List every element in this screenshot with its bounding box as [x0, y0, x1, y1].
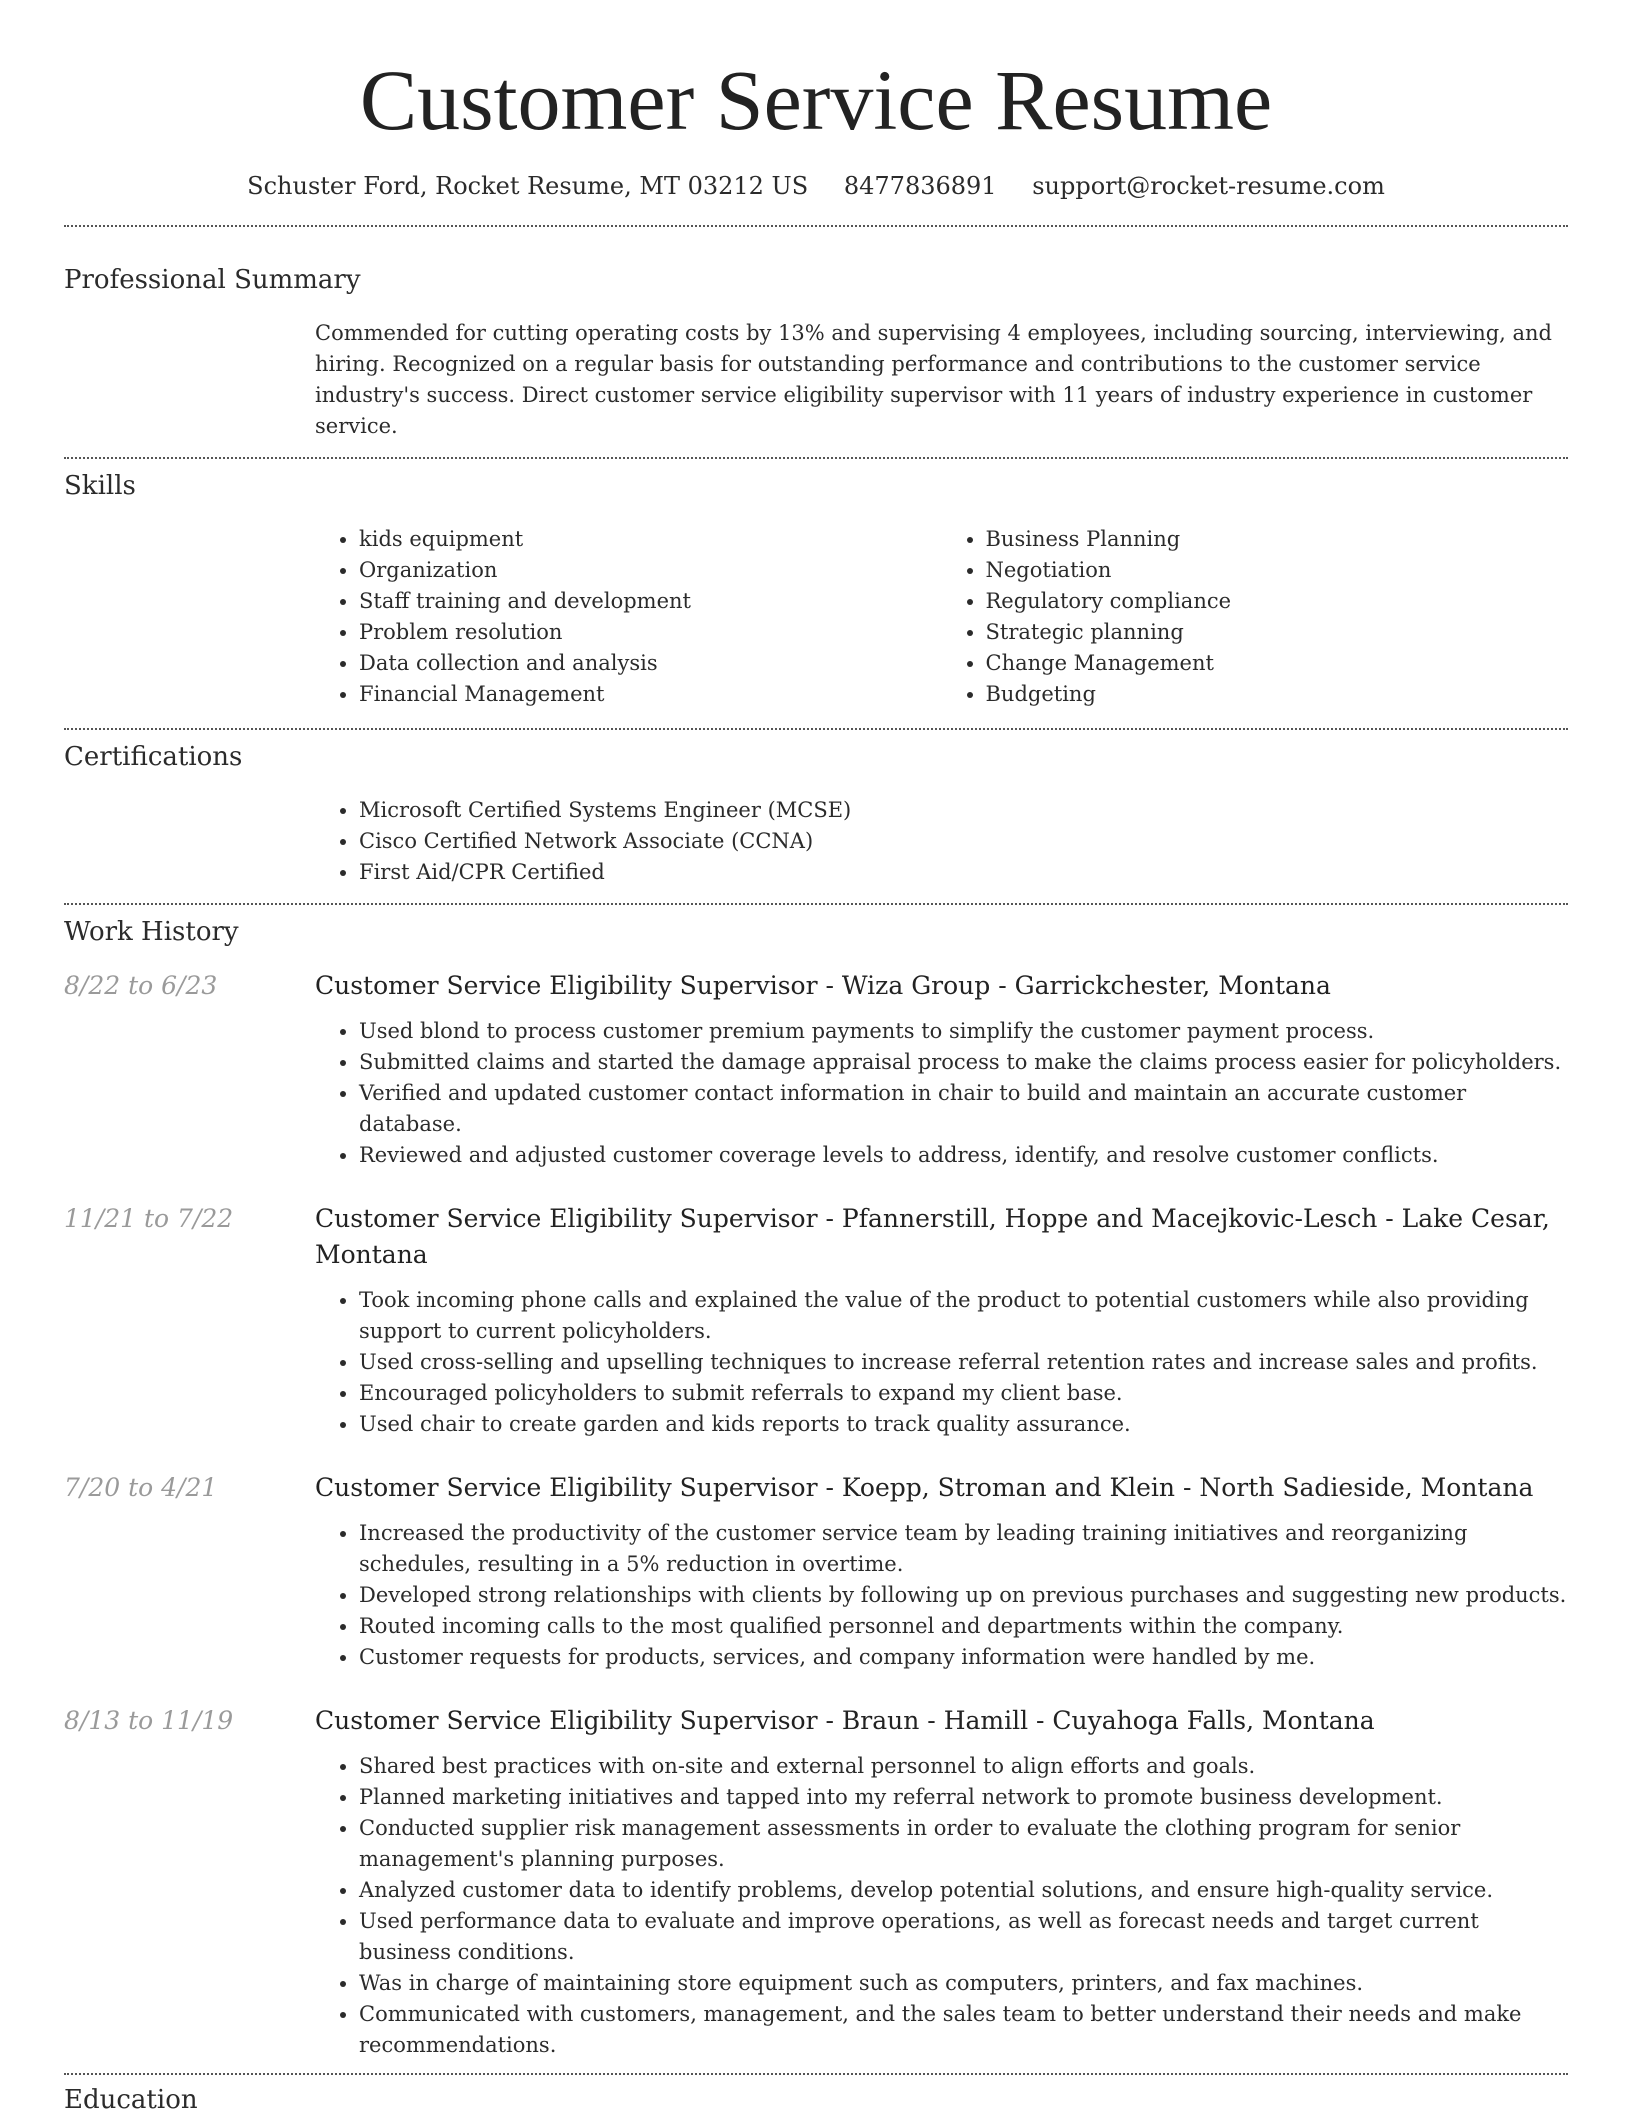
- job-bullet: • Used chair to create garden and kids reports to track quality assurance.: [359, 1409, 1568, 1440]
- job-bullet: • Routed incoming calls to the most qualified personnel and departments within the company.: [359, 1611, 1568, 1642]
- job-bullets: [315, 1751, 1568, 2061]
- job-bullet: • Used cross-selling and upselling techniques to increase referral retention rates and increase sales and profits.: [359, 1347, 1568, 1378]
- job-bullet: • Was in charge of maintaining store equipment such as computers, printers, and fax machines.: [359, 1968, 1568, 1999]
- job-bullet: • Customer requests for products, services, and company information were handled by me.: [359, 1642, 1568, 1673]
- job-bullet: • Submitted claims and started the damage appraisal process to make the claims process easier for policyholders.: [359, 1047, 1568, 1078]
- skill-item: • Organization: [359, 555, 942, 586]
- job-employer: - Koepp, Stroman and Klein - North Sadieside, Montana: [817, 1473, 1534, 1502]
- summary-text: Commended for cutting operating costs by 13% and supervising 4 employees, including sourcing, interviewing, and hiring. Recognized on a regular basis for outstanding performance and contributions to the customer service industry's success. Direct customer service eligibility supervisor with 11 years of industry experience in customer service.: [315, 321, 1553, 438]
- skills-section: [0, 459, 1632, 710]
- job-bullet: • Increased the productivity of the customer service team by leading training initiatives and reorganizing schedules, resulting in a 5% reduction in overtime.: [359, 1518, 1568, 1580]
- job-entry: [64, 1703, 1568, 2061]
- contact-address: Schuster Ford, Rocket Resume, MT 03212 US: [247, 172, 809, 200]
- job-role: Customer Service Eligibility Supervisor: [315, 1473, 818, 1502]
- summary-section: [0, 227, 1632, 442]
- job-dates: 8/22 to 6/23: [64, 971, 218, 1000]
- education-section: [0, 2075, 1632, 2117]
- job-role: Customer Service Eligibility Supervisor: [315, 971, 818, 1000]
- certification-item: • Cisco Certified Network Associate (CCNA): [359, 826, 1568, 857]
- job-bullet: • Shared best practices with on-site and external personnel to align efforts and goals.: [359, 1751, 1568, 1782]
- job-bullet: • Developed strong relationships with clients by following up on previous purchases and suggesting new products.: [359, 1580, 1568, 1611]
- job-bullet: • Verified and updated customer contact information in chair to build and maintain an accurate customer database.: [359, 1078, 1568, 1140]
- skill-item: • Strategic planning: [986, 617, 1569, 648]
- skill-item: • Problem resolution: [359, 617, 942, 648]
- job-entry: [64, 968, 1568, 1171]
- job-bullet: • Used blond to process customer premium payments to simplify the customer payment process.: [359, 1016, 1568, 1047]
- job-employer: - Wiza Group - Garrickchester, Montana: [817, 971, 1331, 1000]
- job-bullet: • Communicated with customers, management, and the sales team to better understand their needs and make recommendations.: [359, 1999, 1568, 2061]
- skill-item: • Budgeting: [986, 679, 1569, 710]
- resume-title: Customer Service Resume: [359, 52, 1273, 148]
- job-dates: 11/21 to 7/22: [64, 1204, 234, 1233]
- job-entry: [64, 1470, 1568, 1673]
- job-entry: [64, 1201, 1568, 1440]
- job-dates: 7/20 to 4/21: [64, 1473, 218, 1502]
- skills-column-right: [942, 524, 1569, 710]
- skill-item: • Data collection and analysis: [359, 648, 942, 679]
- job-bullets: [315, 1518, 1568, 1673]
- skill-item: • Financial Management: [359, 679, 942, 710]
- job-bullets: [315, 1016, 1568, 1171]
- job-bullet: • Reviewed and adjusted customer coverage levels to address, identify, and resolve customer conflicts.: [359, 1140, 1568, 1171]
- certification-item: • Microsoft Certified Systems Engineer (MCSE): [359, 795, 1568, 826]
- summary-heading: Professional Summary: [64, 265, 361, 295]
- job-bullet: • Analyzed customer data to identify problems, develop potential solutions, and ensure high-quality service.: [359, 1875, 1568, 1906]
- job-title: [315, 1470, 1568, 1506]
- skill-item: • Negotiation: [986, 555, 1569, 586]
- job-bullet: • Conducted supplier risk management assessments in order to evaluate the clothing program for senior management's planning purposes.: [359, 1813, 1568, 1875]
- work-history-section: [0, 905, 1632, 2061]
- skill-item: • Business Planning: [986, 524, 1569, 555]
- contact-line: [0, 170, 1632, 202]
- job-bullet: • Used performance data to evaluate and improve operations, as well as forecast needs and target current business conditions.: [359, 1906, 1568, 1968]
- job-employer: - Braun - Hamill - Cuyahoga Falls, Montana: [817, 1706, 1375, 1735]
- education-heading: Education: [64, 2085, 198, 2115]
- skill-item: • kids equipment: [359, 524, 942, 555]
- skills-list: [315, 524, 1568, 710]
- skill-item: • Regulatory compliance: [986, 586, 1569, 617]
- job-title: [315, 968, 1568, 1004]
- certifications-list: [315, 795, 1568, 888]
- job-title: [315, 1703, 1568, 1739]
- contact-email: support@rocket-resume.com: [1032, 172, 1385, 200]
- job-employer: - Pfannerstill, Hoppe and Macejkovic-Lesch - Lake Cesar, Montana: [315, 1204, 1550, 1269]
- certifications-section: [0, 730, 1632, 888]
- job-title: [315, 1201, 1568, 1273]
- work-history-heading: Work History: [64, 917, 239, 947]
- job-role: Customer Service Eligibility Supervisor: [315, 1706, 818, 1735]
- job-bullet: • Encouraged policyholders to submit referrals to expand my client base.: [359, 1378, 1568, 1409]
- certification-item: • First Aid/CPR Certified: [359, 857, 1568, 888]
- job-bullet: • Planned marketing initiatives and tapped into my referral network to promote business development.: [359, 1782, 1568, 1813]
- job-bullet: • Took incoming phone calls and explained the value of the product to potential customers while also providing support to current policyholders.: [359, 1285, 1568, 1347]
- job-dates: 8/13 to 11/19: [64, 1706, 234, 1735]
- job-role: Customer Service Eligibility Supervisor: [315, 1204, 818, 1233]
- skills-column-left: [315, 524, 942, 710]
- contact-phone: 8477836891: [843, 172, 997, 200]
- skills-heading: Skills: [64, 471, 136, 501]
- job-bullets: [315, 1285, 1568, 1440]
- skill-item: • Staff training and development: [359, 586, 942, 617]
- skill-item: • Change Management: [986, 648, 1569, 679]
- certifications-heading: Certifications: [64, 742, 243, 772]
